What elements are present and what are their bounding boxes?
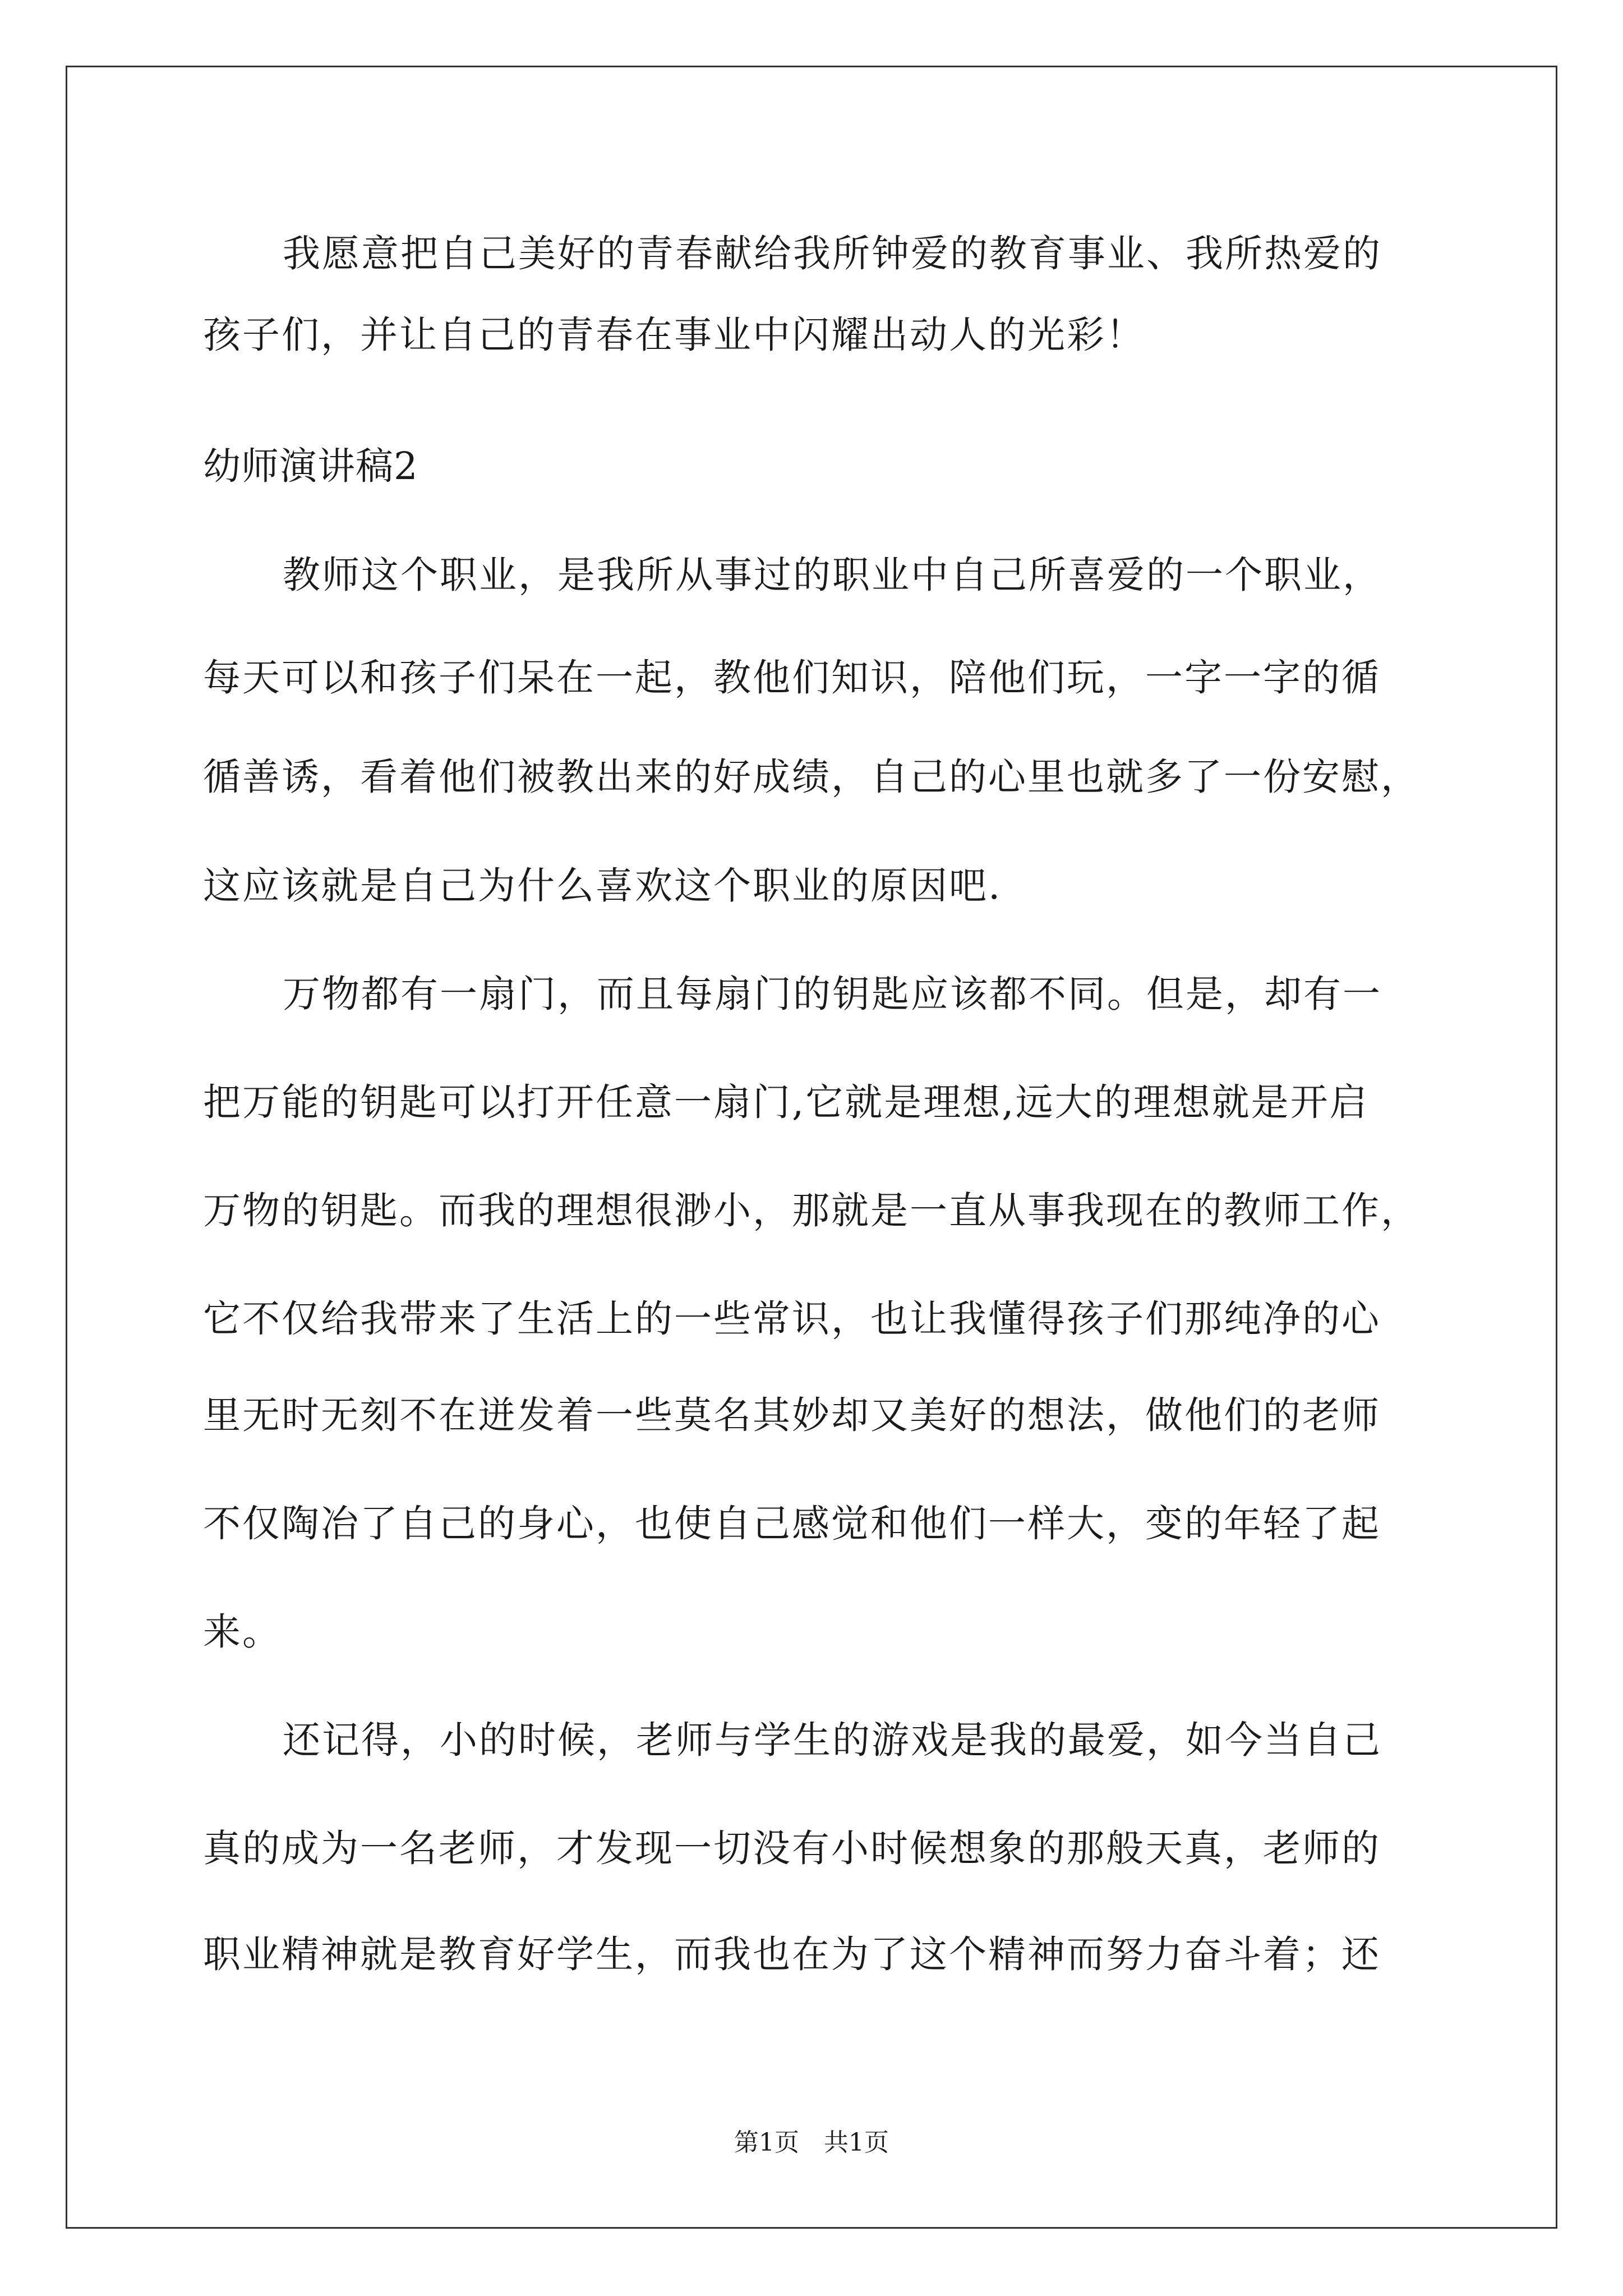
- section-heading: 幼师演讲稿2: [203, 444, 418, 488]
- paragraph-line: 万物都有一扇门，而且每扇门的钥匙应该都不同。但是，却有一: [283, 972, 1382, 1016]
- paragraph-line: 我愿意把自己美好的青春献给我所钟爱的教育事业、我所热爱的: [283, 232, 1382, 275]
- paragraph-line: 真的成为一名老师，才发现一切没有小时候想象的那般天真，老师的: [203, 1826, 1381, 1870]
- paragraph-line: 它不仅给我带来了生活上的一些常识，也让我懂得孩子们那纯净的心: [203, 1297, 1381, 1341]
- page-border: [66, 66, 1557, 2229]
- paragraph-line: 不仅陶冶了自己的身心，也使自己感觉和他们一样大，变的年轻了起: [203, 1502, 1381, 1545]
- page-number-footer: 第1页 共1页: [734, 2128, 889, 2157]
- paragraph-line: 每天可以和孩子们呆在一起，教他们知识，陪他们玩，一字一字的循: [203, 656, 1381, 700]
- paragraph-line: 把万能的钥匙可以打开任意一扇门,它就是理想,远大的理想就是开启: [203, 1080, 1369, 1124]
- paragraph-line: 职业精神就是教育好学生，而我也在为了这个精神而努力奋斗着；还: [203, 1932, 1381, 1976]
- paragraph-line: 循善诱，看着他们被教出来的好成绩，自己的心里也就多了一份安慰，: [203, 755, 1420, 799]
- paragraph-line: 孩子们，并让自己的青春在事业中闪耀出动人的光彩！: [203, 313, 1145, 357]
- paragraph-line: 还记得，小的时候，老师与学生的游戏是我的最爱，如今当自己: [283, 1718, 1382, 1762]
- paragraph-line: 来。: [203, 1610, 282, 1654]
- paragraph-line: 万物的钥匙。而我的理想很渺小，那就是一直从事我现在的教师工作，: [203, 1189, 1420, 1232]
- paragraph-line: 教师这个职业，是我所从事过的职业中自己所喜爱的一个职业，: [283, 553, 1382, 597]
- paragraph-line: 里无时无刻不在迸发着一些莫名其妙却又美好的想法，做他们的老师: [203, 1393, 1381, 1437]
- paragraph-line: 这应该就是自己为什么喜欢这个职业的原因吧.: [203, 864, 1002, 908]
